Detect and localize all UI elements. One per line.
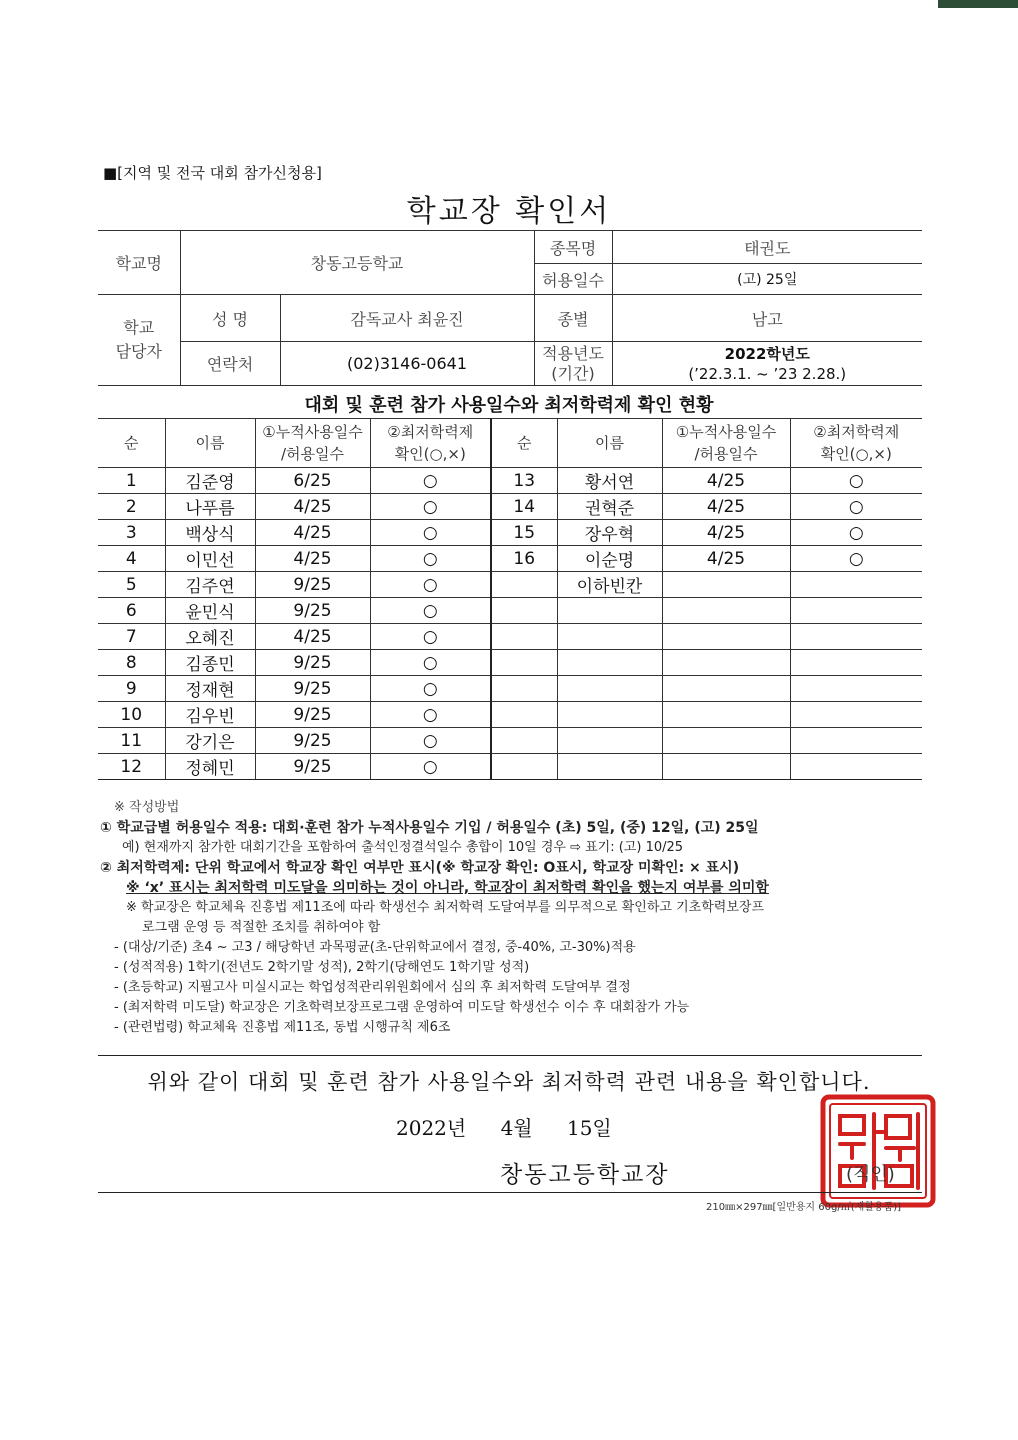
- row-check: ○: [370, 598, 491, 624]
- roster-table: [98, 418, 922, 780]
- row-name: 장우혁: [557, 520, 662, 546]
- detail-not-reached: - (최저학력 미도달) 학교장은 기초학력보장프로그램 운영하여 미도달 학생선수 이수 후 대회참가 가능: [114, 1000, 690, 1015]
- row-days: [662, 676, 790, 702]
- row-no: 9: [98, 676, 165, 702]
- table-row: [98, 468, 922, 494]
- row-no: 4: [98, 546, 165, 572]
- row-check: ○: [370, 572, 491, 598]
- row-check: [790, 624, 922, 650]
- row-name: [557, 728, 662, 754]
- row-no: [491, 624, 557, 650]
- event-label: 종목명: [534, 231, 612, 264]
- table-row: [98, 520, 922, 546]
- note-academic-duty: ※ 학교장은 학교체육 진흥법 제11조에 따라 학생선수 최저학력 도달여부를 의무적으로 확인하고 기초학력보장프: [126, 900, 765, 915]
- row-days: 4/25: [662, 520, 790, 546]
- issue-date: [396, 1112, 640, 1141]
- col-name-left: 이름: [165, 419, 255, 468]
- table-row: [98, 546, 922, 572]
- name-label: 성 명: [180, 295, 280, 342]
- gender-label: 종별: [534, 295, 612, 342]
- row-check: ○: [790, 468, 922, 494]
- row-name: [557, 624, 662, 650]
- row-no: 14: [491, 494, 557, 520]
- table-row: [98, 624, 922, 650]
- row-days: [662, 702, 790, 728]
- row-name: 윤민식: [165, 598, 255, 624]
- row-name: 정재현: [165, 676, 255, 702]
- row-no: 13: [491, 468, 557, 494]
- row-no: [491, 702, 557, 728]
- row-check: [790, 676, 922, 702]
- manager-label: 학교 담당자: [98, 295, 180, 386]
- seal-label: (직인): [846, 1164, 895, 1185]
- school-seal-stamp: [820, 1094, 936, 1208]
- row-no: 15: [491, 520, 557, 546]
- row-days: [662, 598, 790, 624]
- row-days: [662, 650, 790, 676]
- row-name: 나푸름: [165, 494, 255, 520]
- table-row: [98, 754, 922, 780]
- row-days: [662, 728, 790, 754]
- document-title: 학교장 확인서: [406, 194, 612, 229]
- col-no-left: 순: [98, 419, 165, 468]
- col-days-right: ①누적사용일수 /허용일수: [662, 419, 790, 468]
- row-name: 오혜진: [165, 624, 255, 650]
- detail-grades: - (성적적용) 1학기(전년도 2학기말 성적), 2학기(당해연도 1학기말 성적): [114, 960, 530, 975]
- row-days: 9/25: [255, 728, 370, 754]
- row-days: 4/25: [255, 546, 370, 572]
- row-days: 9/25: [255, 650, 370, 676]
- roster-header-row: [98, 419, 922, 468]
- row-check: [790, 754, 922, 780]
- row-days: 4/25: [662, 546, 790, 572]
- gender-value: 남고: [612, 295, 922, 342]
- col-no-right: 순: [491, 419, 557, 468]
- allowed-days-label: 허용일수: [534, 264, 612, 295]
- row-no: 1: [98, 468, 165, 494]
- row-check: [790, 598, 922, 624]
- row-days: 9/25: [255, 676, 370, 702]
- row-no: [491, 676, 557, 702]
- row-check: [790, 572, 922, 598]
- table-row: [98, 676, 922, 702]
- table-row: [98, 598, 922, 624]
- row-no: [491, 598, 557, 624]
- row-check: ○: [370, 676, 491, 702]
- period-year: 2022학년도: [724, 344, 810, 363]
- row-check: [790, 728, 922, 754]
- row-name: 김종민: [165, 650, 255, 676]
- row-name: [557, 702, 662, 728]
- row-name: 김주연: [165, 572, 255, 598]
- row-check: ○: [790, 494, 922, 520]
- instructions-heading: ※ 작성방법: [114, 800, 180, 815]
- paper-spec: 210㎜×297㎜[일반용지 60g/㎡(재활용품)]: [706, 1202, 902, 1213]
- row-check: ○: [370, 546, 491, 572]
- row-no: 8: [98, 650, 165, 676]
- form-tag: ■[지역 및 전국 대회 참가신청용]: [103, 164, 322, 182]
- table-row: [98, 650, 922, 676]
- row-days: 9/25: [255, 702, 370, 728]
- row-check: ○: [370, 702, 491, 728]
- name-value: 감독교사 최윤진: [280, 295, 534, 342]
- row-name: 김우빈: [165, 702, 255, 728]
- row-days: 9/25: [255, 598, 370, 624]
- row-check: ○: [370, 754, 491, 780]
- date-month: 4월: [500, 1116, 533, 1140]
- row-no: 5: [98, 572, 165, 598]
- status-title: 대회 및 훈련 참가 사용일수와 최저학력제 확인 현황: [304, 395, 714, 416]
- col-days-left: ①누적사용일수 /허용일수: [255, 419, 370, 468]
- col-academic-right: ②최저학력제 확인(○,×): [790, 419, 922, 468]
- table-row: [98, 572, 922, 598]
- row-name: 정혜민: [165, 754, 255, 780]
- divider-top: [98, 1055, 922, 1056]
- note-academic: ② 최저학력제: 단위 학교에서 학교장 확인 여부만 표시(※ 학교장 확인: O표시, 학교장 미확인: × 표시): [100, 860, 740, 876]
- row-check: ○: [370, 728, 491, 754]
- row-check: ○: [370, 468, 491, 494]
- principal-title: 창동고등학교장: [500, 1162, 670, 1188]
- row-no: 16: [491, 546, 557, 572]
- row-name: 이순명: [557, 546, 662, 572]
- row-no: 7: [98, 624, 165, 650]
- row-name: 이민선: [165, 546, 255, 572]
- row-name: 김준영: [165, 468, 255, 494]
- row-name: [557, 676, 662, 702]
- instructions: [100, 798, 930, 1038]
- divider-bottom: [98, 1192, 922, 1193]
- col-name-right: 이름: [557, 419, 662, 468]
- row-check: [790, 702, 922, 728]
- note-allowed-days: ① 학교급별 허용일수 적용: 대회·훈련 참가 누적사용일수 기입 / 허용일수 (초) 5일, (중) 12일, (고) 25일: [100, 820, 759, 836]
- row-name: [557, 598, 662, 624]
- date-day: 15일: [566, 1116, 612, 1140]
- row-days: 9/25: [255, 572, 370, 598]
- note-allowed-days-example: 예) 현재까지 참가한 대회기간을 포함하여 출석인정결석일수 총합이 10일 경우 ⇨ 표기: (고) 10/25: [122, 840, 684, 855]
- row-check: ○: [370, 494, 491, 520]
- row-days: 4/25: [255, 494, 370, 520]
- row-no: 11: [98, 728, 165, 754]
- col-academic-left: ②최저학력제 확인(○,×): [370, 419, 491, 468]
- row-no: 6: [98, 598, 165, 624]
- row-days: 4/25: [662, 494, 790, 520]
- corner-mark: [938, 0, 1018, 8]
- note-academic-meaning: ※ ‘x’ 표시는 최저학력 미도달을 의미하는 것이 아니라, 학교장이 최저학력 확인을 했는지 여부를 의미함: [126, 880, 769, 896]
- contact-label: 연락처: [180, 342, 280, 386]
- detail-target: - (대상/기준) 초4 ~ 고3 / 해당학년 과목평균(초-단위학교에서 결정, 중-40%, 고-30%)적용: [114, 940, 636, 955]
- note-academic-duty-cont: 로그램 운영 등 적절한 조치를 취하여야 함: [142, 920, 381, 935]
- row-no: [491, 572, 557, 598]
- row-name: [557, 650, 662, 676]
- row-name: 백상식: [165, 520, 255, 546]
- school-value: 창동고등학교: [180, 231, 534, 295]
- detail-law: - (관련법령) 학교체육 진흥법 제11조, 동법 시행규칙 제6조: [114, 1020, 451, 1035]
- row-days: 4/25: [255, 624, 370, 650]
- row-check: ○: [370, 650, 491, 676]
- allowed-days-value: (고) 25일: [612, 264, 922, 295]
- row-check: [790, 650, 922, 676]
- school-info-table: [98, 230, 922, 386]
- school-label: 학교명: [98, 231, 180, 295]
- row-no: [491, 650, 557, 676]
- detail-elementary: - (초등학교) 지필고사 미실시교는 학업성적관리위원회에서 심의 후 최저학력 도달여부 결정: [114, 980, 631, 995]
- row-days: 9/25: [255, 754, 370, 780]
- row-days: 4/25: [255, 520, 370, 546]
- row-days: 6/25: [255, 468, 370, 494]
- row-check: ○: [790, 546, 922, 572]
- period-label: 적용년도 (기간): [534, 342, 612, 386]
- row-name: 강기은: [165, 728, 255, 754]
- table-row: [98, 728, 922, 754]
- row-days: 4/25: [662, 468, 790, 494]
- row-name: 권혁준: [557, 494, 662, 520]
- event-value: 태권도: [612, 231, 922, 264]
- table-row: [98, 494, 922, 520]
- period-value: [612, 342, 922, 386]
- row-no: 12: [98, 754, 165, 780]
- table-row: [98, 702, 922, 728]
- row-check: ○: [370, 520, 491, 546]
- row-name: 황서연: [557, 468, 662, 494]
- row-no: 3: [98, 520, 165, 546]
- contact-value: (02)3146-0641: [280, 342, 534, 386]
- row-name: [557, 754, 662, 780]
- row-check: ○: [370, 624, 491, 650]
- row-no: 10: [98, 702, 165, 728]
- row-days: [662, 754, 790, 780]
- row-days: [662, 572, 790, 598]
- row-no: 2: [98, 494, 165, 520]
- confirmation-statement: 위와 같이 대회 및 훈련 참가 사용일수와 최저학력 관련 내용을 확인합니다.: [147, 1070, 871, 1094]
- period-range: (’22.3.1. ~ ’23 2.28.): [688, 364, 847, 383]
- row-no: [491, 728, 557, 754]
- row-check: ○: [790, 520, 922, 546]
- row-no: [491, 754, 557, 780]
- row-name: 이하빈칸: [557, 572, 662, 598]
- row-days: [662, 624, 790, 650]
- date-year: 2022년: [396, 1116, 467, 1140]
